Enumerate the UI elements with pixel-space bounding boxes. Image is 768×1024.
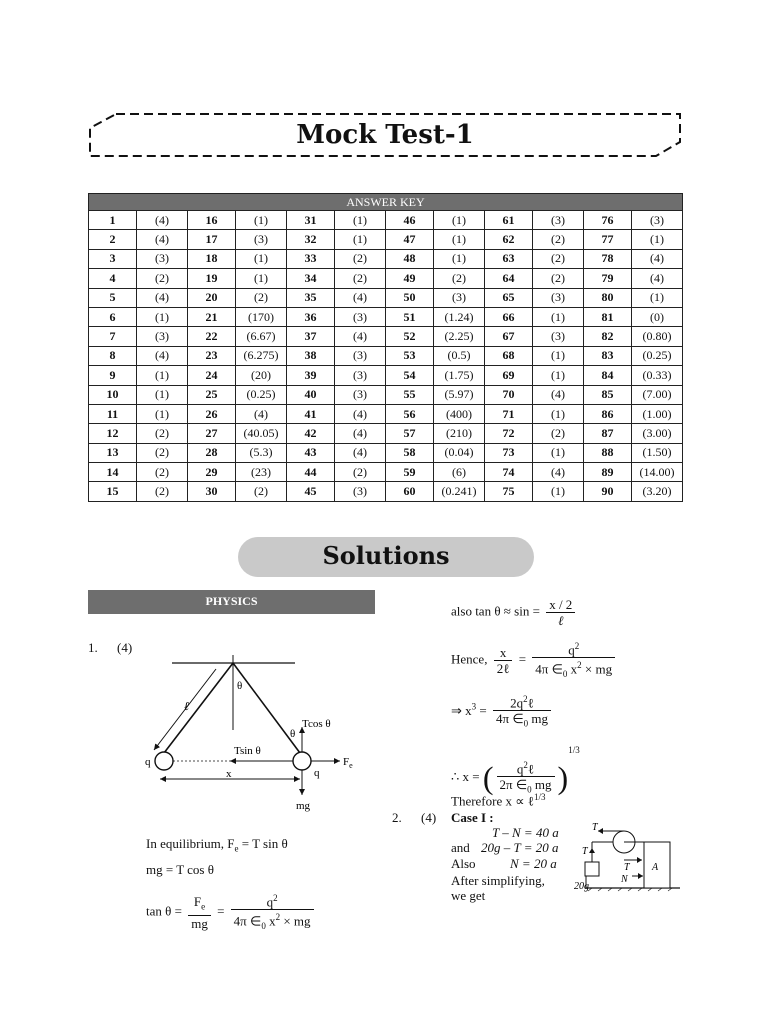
answer-key-row <box>89 404 683 423</box>
answer-value: (6) <box>434 463 485 482</box>
answer-value: (1) <box>533 443 584 462</box>
answer-value: (4) <box>236 404 287 423</box>
answer-value: (210) <box>434 424 485 443</box>
question-number: 17 <box>188 230 236 249</box>
answer-value: (2) <box>335 249 386 268</box>
answer-value: (2) <box>335 269 386 288</box>
question-number: 86 <box>584 404 632 423</box>
answer-value: (1) <box>632 288 683 307</box>
question-number: 40 <box>287 385 335 404</box>
answer-key-row <box>89 230 683 249</box>
question-number: 46 <box>386 211 434 230</box>
answer-key-row <box>89 307 683 326</box>
question-number: 13 <box>89 443 137 462</box>
answer-value: (1) <box>236 249 287 268</box>
q1-answer: (4) <box>117 640 133 655</box>
answer-value: (1.24) <box>434 307 485 326</box>
question-number: 77 <box>584 230 632 249</box>
answer-value: (6.275) <box>236 346 287 365</box>
question-number: 1 <box>89 211 137 230</box>
question-number: 15 <box>89 482 137 501</box>
q1-number: 1. <box>88 640 98 655</box>
answer-value: (1) <box>335 230 386 249</box>
answer-value: (3) <box>137 327 188 346</box>
answer-value: (4) <box>335 404 386 423</box>
answer-key-row <box>89 482 683 501</box>
question-number: 48 <box>386 249 434 268</box>
answer-value: (0.5) <box>434 346 485 365</box>
question-number: 23 <box>188 346 236 365</box>
question-number: 20 <box>188 288 236 307</box>
question-number: 31 <box>287 211 335 230</box>
question-number: 66 <box>485 307 533 326</box>
answer-value: (1.50) <box>632 443 683 462</box>
question-number: 5 <box>89 288 137 307</box>
question-number: 56 <box>386 404 434 423</box>
answer-value: (3) <box>236 230 287 249</box>
question-number: 34 <box>287 269 335 288</box>
answer-value: (4) <box>533 463 584 482</box>
question-number: 2 <box>89 230 137 249</box>
answer-value: (3) <box>335 346 386 365</box>
eq-proportional: Therefore x ∝ ℓ$^{1/3}$ <box>451 792 546 809</box>
answer-value: (14.00) <box>632 463 683 482</box>
question-number: 38 <box>287 346 335 365</box>
question-number: 55 <box>386 385 434 404</box>
answer-value: (4) <box>533 385 584 404</box>
question-number: 73 <box>485 443 533 462</box>
question-number: 24 <box>188 366 236 385</box>
answer-key-table <box>88 193 683 502</box>
answer-value: (3) <box>533 327 584 346</box>
pulley-t-right: T <box>624 862 630 873</box>
answer-value: (2) <box>236 288 287 307</box>
question-number: 18 <box>188 249 236 268</box>
question-number: 45 <box>287 482 335 501</box>
answer-value: (1.75) <box>434 366 485 385</box>
question-number: 85 <box>584 385 632 404</box>
answer-key-row <box>89 288 683 307</box>
answer-value: (3) <box>335 307 386 326</box>
q2-case: Case I : <box>451 810 494 825</box>
answer-value: (2) <box>533 424 584 443</box>
answer-value: (5.97) <box>434 385 485 404</box>
fig-mg-label: mg <box>296 800 311 812</box>
question-number: 37 <box>287 327 335 346</box>
question-number: 89 <box>584 463 632 482</box>
answer-value: (2) <box>137 269 188 288</box>
answer-value: (0.241) <box>434 482 485 501</box>
answer-value: (2) <box>137 463 188 482</box>
answer-value: (1) <box>335 211 386 230</box>
question-number: 87 <box>584 424 632 443</box>
answer-value: (1) <box>137 385 188 404</box>
question-number: 28 <box>188 443 236 462</box>
q2-line4: After simplifying, <box>451 873 545 888</box>
answer-value: (2) <box>533 269 584 288</box>
fig-ell-label: ℓ <box>184 699 189 713</box>
answer-key-row <box>89 249 683 268</box>
answer-value: (7.00) <box>632 385 683 404</box>
answer-value: (3) <box>533 288 584 307</box>
answer-value: (1) <box>434 230 485 249</box>
question-number: 42 <box>287 424 335 443</box>
answer-key-row <box>89 424 683 443</box>
question-number: 69 <box>485 366 533 385</box>
answer-value: (4) <box>632 249 683 268</box>
question-number: 12 <box>89 424 137 443</box>
answer-value: (3) <box>533 211 584 230</box>
question-number: 51 <box>386 307 434 326</box>
question-number: 7 <box>89 327 137 346</box>
answer-value: (170) <box>236 307 287 326</box>
question-number: 6 <box>89 307 137 326</box>
question-number: 36 <box>287 307 335 326</box>
fig-q-right-label: q <box>314 767 320 779</box>
question-number: 64 <box>485 269 533 288</box>
eq-therefore-x: ∴ x = ( $\frac{q^2\ell}{2\pi \in_0 mg}$ )$^{1/3}$ <box>451 745 580 796</box>
page-title: Mock Test-1 <box>296 120 474 150</box>
question-number: 54 <box>386 366 434 385</box>
eq-implies: ⇒ $x^3$ = $\frac{2q^2\ell}{4\pi \in_0 mg}$ <box>451 692 554 732</box>
answer-key-row <box>89 346 683 365</box>
answer-key-row <box>89 211 683 230</box>
answer-value: (0.80) <box>632 327 683 346</box>
answer-value: (23) <box>236 463 287 482</box>
fig-tsin-label: Tsin θ <box>234 745 261 757</box>
question-number: 30 <box>188 482 236 501</box>
question-number: 79 <box>584 269 632 288</box>
question-number: 61 <box>485 211 533 230</box>
answer-value: (0) <box>632 307 683 326</box>
question-number: 84 <box>584 366 632 385</box>
pulley-t-top: T <box>592 822 598 833</box>
question-number: 8 <box>89 346 137 365</box>
answer-key-row <box>89 269 683 288</box>
question-number: 35 <box>287 288 335 307</box>
fig-q-left-label: q <box>145 756 151 768</box>
question-number: 52 <box>386 327 434 346</box>
answer-value: (6.67) <box>236 327 287 346</box>
answer-value: (4) <box>335 443 386 462</box>
question-number: 76 <box>584 211 632 230</box>
eq-hence: Hence, $\frac{x}{\text{2ℓ}}$ = $\frac{q^2}{4\pi \in_0 x^2 \times mg}$ <box>451 639 618 682</box>
question-number: 49 <box>386 269 434 288</box>
answer-value: (2) <box>533 230 584 249</box>
question-number: 74 <box>485 463 533 482</box>
answer-value: (2) <box>137 443 188 462</box>
question-number: 63 <box>485 249 533 268</box>
block-a-label: A <box>652 862 659 873</box>
fig-x-label: x <box>226 768 232 780</box>
answer-value: (0.33) <box>632 366 683 385</box>
answer-value: (4) <box>137 211 188 230</box>
answer-value: (4) <box>335 288 386 307</box>
answer-key-row <box>89 385 683 404</box>
answer-value: (3.20) <box>632 482 683 501</box>
answer-key-row <box>89 463 683 482</box>
question-number: 22 <box>188 327 236 346</box>
q2-line2-label: and <box>451 840 470 855</box>
question-number: 47 <box>386 230 434 249</box>
answer-value: (1) <box>236 269 287 288</box>
question-number: 68 <box>485 346 533 365</box>
question-number: 58 <box>386 443 434 462</box>
answer-value: (4) <box>335 424 386 443</box>
question-number: 21 <box>188 307 236 326</box>
q2-line5: we get <box>451 888 486 903</box>
pulley-figure <box>572 818 682 900</box>
answer-value: (2) <box>137 424 188 443</box>
answer-value: (400) <box>434 404 485 423</box>
answer-value: (1) <box>533 346 584 365</box>
question-number: 57 <box>386 424 434 443</box>
answer-value: (1) <box>137 404 188 423</box>
answer-key-row <box>89 327 683 346</box>
question-number: 80 <box>584 288 632 307</box>
q2-number: 2. <box>392 810 402 825</box>
q2-answer: (4) <box>421 810 437 825</box>
answer-value: (0.25) <box>236 385 287 404</box>
answer-value: (4) <box>632 269 683 288</box>
pendulum-figure <box>140 655 370 815</box>
answer-value: (4) <box>137 346 188 365</box>
q2-line3: N = 20 a <box>510 856 557 871</box>
answer-value: (2) <box>335 463 386 482</box>
question-number: 67 <box>485 327 533 346</box>
answer-value: (1) <box>236 211 287 230</box>
question-number: 71 <box>485 404 533 423</box>
question-number: 11 <box>89 404 137 423</box>
eq-tan: tan θ = $\frac{F_e}{mg}$ = $\frac{q^2}{4\pi \in_0 x^2 \times mg}$ <box>146 891 317 934</box>
answer-key-row <box>89 366 683 385</box>
question-number: 27 <box>188 424 236 443</box>
answer-value: (4) <box>137 230 188 249</box>
q2-line3-label: Also <box>451 856 476 871</box>
q2-line2: 20g – T = 20 a <box>481 840 559 855</box>
answer-value: (4) <box>335 327 386 346</box>
question-number: 83 <box>584 346 632 365</box>
answer-value: (1) <box>434 249 485 268</box>
fig-tcos-label: Tcos θ <box>302 718 331 730</box>
question-number: 82 <box>584 327 632 346</box>
eq-equilibrium: In equilibrium, $F_e = T$ sin θ <box>146 836 288 854</box>
answer-value: (2) <box>434 269 485 288</box>
answer-value: (5.3) <box>236 443 287 462</box>
answer-value: (3) <box>335 482 386 501</box>
physics-heading: PHYSICS <box>88 590 375 614</box>
question-number: 90 <box>584 482 632 501</box>
answer-value: (3) <box>335 366 386 385</box>
question-number: 26 <box>188 404 236 423</box>
answer-value: (1) <box>533 307 584 326</box>
answer-value: (1) <box>632 230 683 249</box>
question-number: 60 <box>386 482 434 501</box>
answer-value: (1.00) <box>632 404 683 423</box>
answer-value: (1) <box>533 482 584 501</box>
answer-value: (40.05) <box>236 424 287 443</box>
question-number: 50 <box>386 288 434 307</box>
question-number: 59 <box>386 463 434 482</box>
question-number: 75 <box>485 482 533 501</box>
answer-value: (1) <box>137 366 188 385</box>
question-number: 88 <box>584 443 632 462</box>
question-number: 65 <box>485 288 533 307</box>
answer-value: (3) <box>434 288 485 307</box>
answer-key-body <box>89 211 683 502</box>
answer-value: (1) <box>434 211 485 230</box>
question-number: 39 <box>287 366 335 385</box>
answer-value: (3) <box>137 249 188 268</box>
question-number: 62 <box>485 230 533 249</box>
answer-value: (1) <box>533 404 584 423</box>
question-number: 4 <box>89 269 137 288</box>
answer-value: (2.25) <box>434 327 485 346</box>
fig-fe-label: $F_e$ <box>343 756 353 770</box>
question-number: 70 <box>485 385 533 404</box>
question-number: 33 <box>287 249 335 268</box>
answer-value: (2) <box>137 482 188 501</box>
question-number: 41 <box>287 404 335 423</box>
answer-key-heading: ANSWER KEY <box>89 194 683 211</box>
answer-key-row <box>89 443 683 462</box>
question-number: 81 <box>584 307 632 326</box>
question-number: 25 <box>188 385 236 404</box>
answer-value: (20) <box>236 366 287 385</box>
question-number: 14 <box>89 463 137 482</box>
question-number: 10 <box>89 385 137 404</box>
answer-value: (2) <box>533 249 584 268</box>
question-number: 29 <box>188 463 236 482</box>
q2-line1: T – N = 40 a <box>492 825 559 840</box>
answer-value: (0.04) <box>434 443 485 462</box>
fig-theta-label: θ <box>237 680 243 692</box>
answer-value: (3) <box>632 211 683 230</box>
answer-value: (3.00) <box>632 424 683 443</box>
question-number: 16 <box>188 211 236 230</box>
answer-value: (3) <box>335 385 386 404</box>
title-banner <box>88 112 682 158</box>
eq-mg: mg = T cos θ <box>146 862 214 877</box>
answer-value: (0.25) <box>632 346 683 365</box>
hanging-mass-label: 20g <box>574 881 589 892</box>
answer-value: (1) <box>137 307 188 326</box>
pulley-t-left: T <box>582 846 588 857</box>
question-number: 32 <box>287 230 335 249</box>
answer-value: (1) <box>533 366 584 385</box>
question-number: 72 <box>485 424 533 443</box>
question-number: 43 <box>287 443 335 462</box>
question-number: 9 <box>89 366 137 385</box>
pulley-n-label: N <box>621 874 628 885</box>
fig-theta2-label: θ <box>290 728 296 740</box>
question-number: 44 <box>287 463 335 482</box>
question-number: 3 <box>89 249 137 268</box>
question-number: 53 <box>386 346 434 365</box>
solutions-heading: Solutions <box>238 537 534 577</box>
eq-also: also tan θ ≈ sin = $\frac{x / 2}{\text{ℓ}}$ <box>451 597 578 628</box>
question-number: 19 <box>188 269 236 288</box>
answer-value: (4) <box>137 288 188 307</box>
answer-value: (2) <box>236 482 287 501</box>
question-number: 78 <box>584 249 632 268</box>
